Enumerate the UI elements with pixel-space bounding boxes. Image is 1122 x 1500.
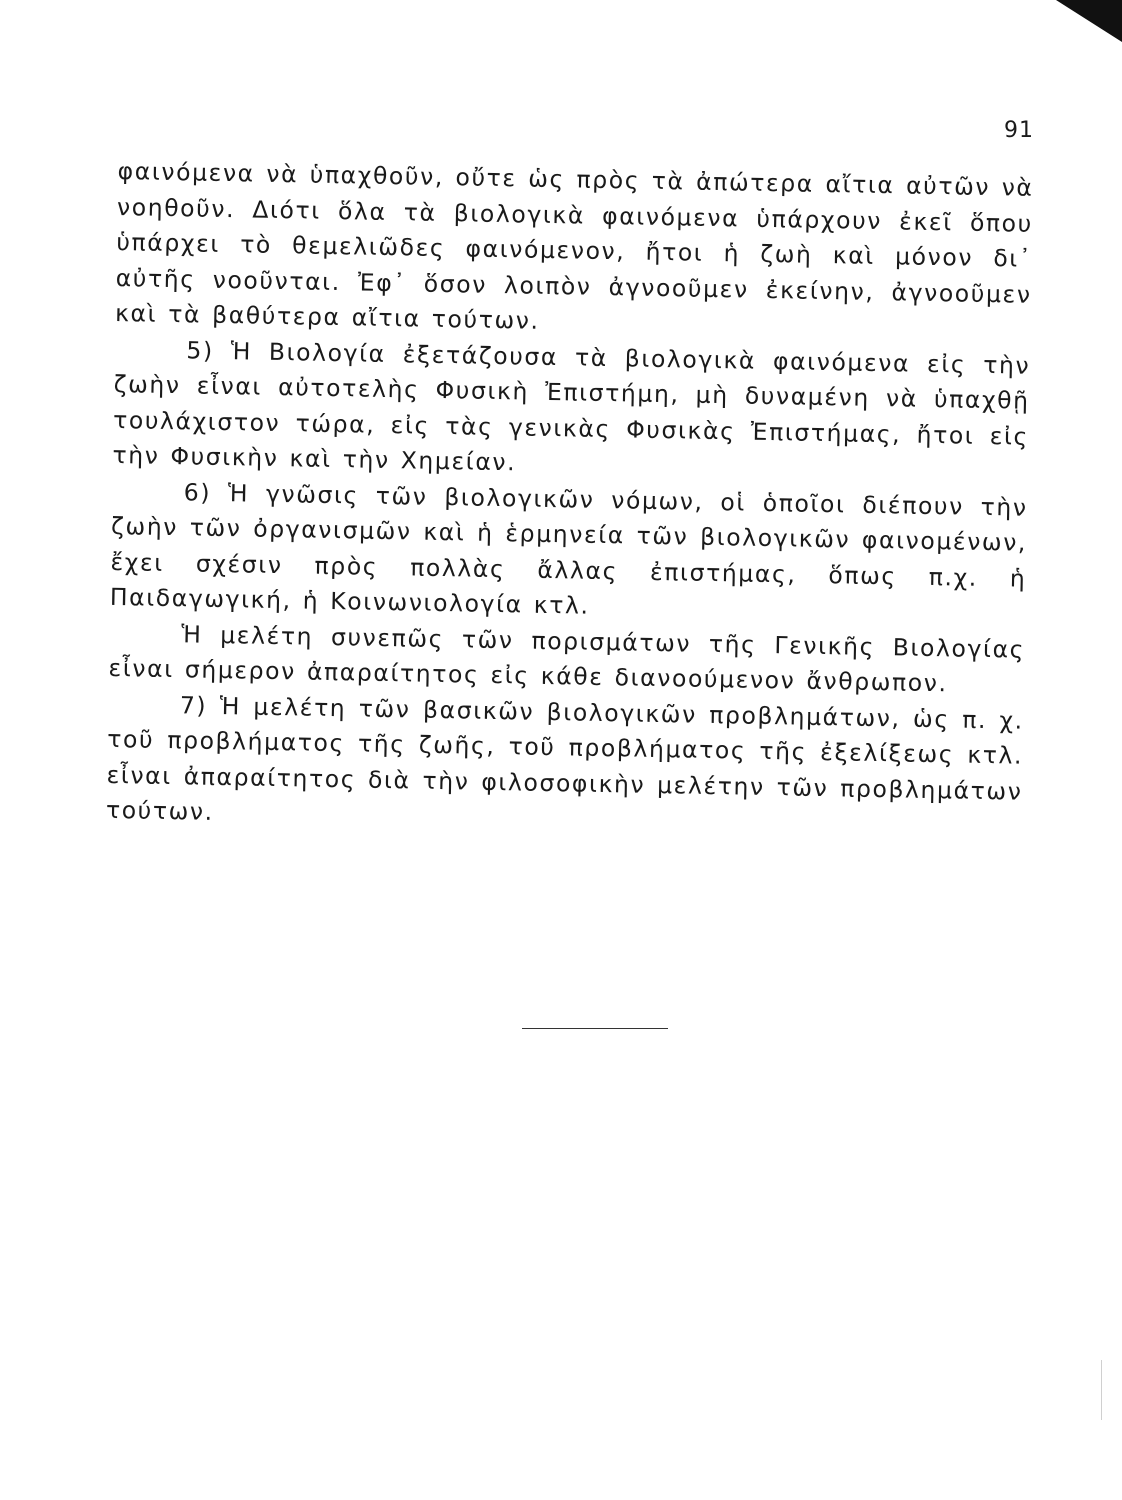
body-text (106, 154, 1034, 845)
paragraph-continuation: φαινόμενα νὰ ὑπαχθοῦν, οὔτε ὡς πρὸς τὰ ἀπώτερα αἴτια αὐτῶν νὰ νοηθοῦν. Διότι ὅλα τὰ βιολογικὰ φαινόμενα ὑπάρχουν ἐκεῖ ὅπου ὑπάρχει τὸ θεμελιῶδες φαινόμενον, ἤτοι ἡ ζωὴ καὶ μόνον δι᾽ αὐτῆς νοοῦνται. Ἐφ᾽ ὅσον λοιπὸν ἀγνοοῦμεν ἐκείνην, ἀγνοοῦμεν καὶ τὰ βαθύτερα αἴτια τούτων. (114, 156, 1034, 335)
paragraph-conclusion: Ἡ μελέτη συνεπῶς τῶν πορισμάτων τῆς Γενικῆς Βιολογίας εἶναι σήμερον ἀπαραίτητος εἰς κάθε διανοούμενον ἄνθρωπον. (108, 619, 1026, 698)
section-divider (522, 1028, 668, 1029)
paragraph-point-5: 5) Ἡ Βιολογία ἐξετάζουσα τὰ βιολογικὰ φαινόμενα εἰς τὴν ζωὴν εἶναι αὐτοτελὴς Φυσικὴ Ἐπιστήμη, μὴ δυναμένη νὰ ὑπαχθῇ τουλάχιστον τώρα, εἰς τὰς γενικὰς Φυσικὰς Ἐπιστήμας, ἤτοι εἰς τὴν Φυσικὴν καὶ τὴν Χημείαν. (112, 335, 1031, 477)
paragraph-point-7: 7) Ἡ μελέτη τῶν βασικῶν βιολογικῶν προβλημάτων, ὡς π. χ. τοῦ προβλήματος τῆς ζωῆς, τοῦ προβλήματος τῆς ἐξελίξεως κτλ. εἶναι ἀπαραίτητος διὰ τὴν φιλοσοφικὴν μελέτην τῶν προβλημάτων τούτων. (105, 690, 1025, 826)
scan-mark (1101, 1360, 1102, 1420)
paragraph-point-6: 6) Ἡ γνῶσις τῶν βιολογικῶν νόμων, οἱ ὁποῖοι διέπουν τὴν ζωὴν τῶν ὀργανισμῶν καὶ ἡ ἑρμηνεία τῶν βιολογικῶν φαινομένων, ἔχει σχέσιν πρὸς πολλὰς ἄλλας ἐπιστήμας, ὅπως π.χ. ἡ Παιδαγωγική, ἡ Κοινωνιολογία κτλ. (109, 477, 1028, 620)
page-number: 91 (1004, 118, 1034, 143)
scan-corner-shadow (1056, 0, 1122, 42)
